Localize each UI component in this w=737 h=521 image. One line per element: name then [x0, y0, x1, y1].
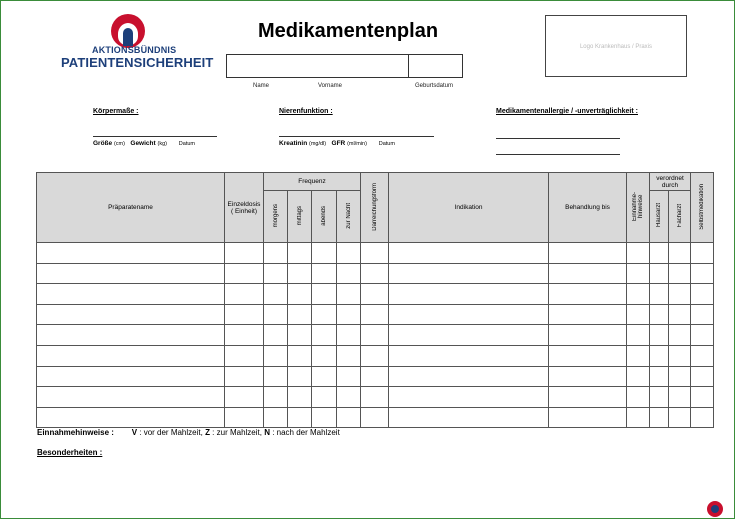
table-cell[interactable] [288, 387, 312, 408]
table-cell[interactable] [288, 284, 312, 305]
table-cell[interactable] [389, 366, 549, 387]
col-mittags: mittags [288, 191, 312, 243]
logo-placeholder-box [545, 15, 687, 77]
table-cell[interactable] [225, 345, 264, 366]
table-row [37, 325, 714, 346]
table-cell[interactable] [264, 387, 288, 408]
gfr-unit: (ml/min) [347, 141, 367, 147]
table-cell[interactable] [37, 284, 225, 305]
kreatinin-gfr-labels [279, 140, 395, 147]
table-cell[interactable] [37, 263, 225, 284]
col-hausarzt: Hausarzt [650, 191, 669, 243]
table-cell[interactable] [288, 325, 312, 346]
koerpermasse-line[interactable] [93, 136, 217, 137]
table-cell[interactable] [627, 345, 650, 366]
table-cell[interactable] [691, 263, 714, 284]
col-facharzt: Facharzt [669, 191, 691, 243]
table-cell[interactable] [361, 407, 389, 428]
groesse-gewicht-labels [93, 140, 195, 147]
table-cell[interactable] [37, 387, 225, 408]
table-cell[interactable] [37, 366, 225, 387]
table-cell[interactable] [264, 284, 288, 305]
col-praeparatename: Präparatename [37, 173, 225, 243]
logo-text-line2: PATIENTENSICHERHEIT [61, 55, 214, 70]
logo-placeholder-text: Logo Krankenhaus / Praxis [579, 44, 653, 50]
name-label: Name [253, 83, 270, 89]
table-cell[interactable] [691, 387, 714, 408]
table-cell[interactable] [389, 263, 549, 284]
nierenfunktion-heading: Nierenfunktion : [279, 108, 333, 115]
table-cell[interactable] [264, 366, 288, 387]
table-cell[interactable] [650, 263, 669, 284]
col-morgens: morgens [264, 191, 288, 243]
kreatinin-label: Kreatinin [279, 140, 308, 147]
gewicht-label: Gewicht [130, 140, 156, 147]
table-cell[interactable] [361, 325, 389, 346]
table-cell[interactable] [225, 407, 264, 428]
table-cell[interactable] [691, 366, 714, 387]
table-cell[interactable] [389, 345, 549, 366]
table-cell[interactable] [549, 366, 627, 387]
table-cell[interactable] [312, 387, 337, 408]
table-cell[interactable] [669, 387, 691, 408]
table-cell[interactable] [650, 407, 669, 428]
medication-table [36, 172, 714, 428]
table-cell[interactable] [650, 304, 669, 325]
table-cell[interactable] [264, 304, 288, 325]
besonderheiten-label: Besonderheiten : [37, 448, 103, 457]
groesse-unit: (cm) [113, 141, 125, 147]
table-cell[interactable] [549, 263, 627, 284]
table-cell[interactable] [389, 407, 549, 428]
table-cell[interactable] [312, 325, 337, 346]
table-cell[interactable] [361, 304, 389, 325]
table-cell[interactable] [264, 325, 288, 346]
table-cell[interactable] [389, 284, 549, 305]
table-cell[interactable] [669, 304, 691, 325]
table-cell[interactable] [225, 387, 264, 408]
table-cell[interactable] [337, 387, 361, 408]
aps-corner-logo-icon [707, 501, 723, 517]
table-row [37, 243, 714, 264]
table-cell[interactable] [337, 304, 361, 325]
table-cell[interactable] [37, 243, 225, 264]
table-cell[interactable] [312, 407, 337, 428]
datum2-label: Datum [378, 141, 395, 147]
table-cell[interactable] [288, 407, 312, 428]
table-cell[interactable] [337, 243, 361, 264]
einnahmehinweise-legend: Einnahmehinweise : V : vor der Mahlzeit, Z : zur Mahlzeit, N : nach der Mahlzeit [37, 428, 340, 437]
table-cell[interactable] [288, 345, 312, 366]
datum1-label: Datum [178, 141, 195, 147]
table-cell[interactable] [549, 325, 627, 346]
table-cell[interactable] [264, 263, 288, 284]
aps-logo-icon [111, 14, 145, 48]
table-cell[interactable] [549, 304, 627, 325]
table-cell[interactable] [691, 284, 714, 305]
table-cell[interactable] [669, 263, 691, 284]
table-cell[interactable] [312, 366, 337, 387]
hinweise-label: Einnahmehinweise : [37, 428, 114, 437]
table-row [37, 366, 714, 387]
table-cell[interactable] [650, 387, 669, 408]
table-cell[interactable] [361, 366, 389, 387]
table-cell[interactable] [389, 243, 549, 264]
table-cell[interactable] [288, 304, 312, 325]
table-cell[interactable] [627, 304, 650, 325]
table-cell[interactable] [337, 325, 361, 346]
table-cell[interactable] [288, 366, 312, 387]
table-cell[interactable] [549, 284, 627, 305]
table-cell[interactable] [361, 345, 389, 366]
table-cell[interactable] [389, 387, 549, 408]
col-selbstmedikation: Selbstmedikation [691, 173, 714, 243]
table-cell[interactable] [627, 325, 650, 346]
col-abends: abends [312, 191, 337, 243]
table-cell[interactable] [37, 304, 225, 325]
allergie-line-1[interactable] [496, 138, 620, 139]
table-cell[interactable] [361, 284, 389, 305]
page-title: Medikamentenplan [258, 20, 439, 42]
table-cell[interactable] [627, 366, 650, 387]
table-cell[interactable] [337, 345, 361, 366]
table-cell[interactable] [627, 387, 650, 408]
table-cell[interactable] [288, 263, 312, 284]
table-cell[interactable] [337, 407, 361, 428]
table-cell[interactable] [669, 345, 691, 366]
table-cell[interactable] [361, 263, 389, 284]
table-cell[interactable] [691, 345, 714, 366]
table-cell[interactable] [337, 366, 361, 387]
table-cell[interactable] [389, 304, 549, 325]
allergie-line-2[interactable] [496, 154, 620, 155]
koerpermasse-heading: Körpermaße : [93, 108, 139, 115]
table-cell[interactable] [37, 325, 225, 346]
table-cell[interactable] [361, 243, 389, 264]
col-indikation: Indikation [389, 173, 549, 243]
table-cell[interactable] [225, 263, 264, 284]
table-cell[interactable] [264, 407, 288, 428]
table-cell[interactable] [627, 407, 650, 428]
logo-text-line1: AKTIONSBÜNDNIS [92, 45, 177, 55]
table-row [37, 345, 714, 366]
table-cell[interactable] [627, 243, 650, 264]
table-row [37, 387, 714, 408]
table-cell[interactable] [691, 243, 714, 264]
table-cell[interactable] [312, 304, 337, 325]
table-cell[interactable] [650, 284, 669, 305]
patient-name-field[interactable] [226, 54, 463, 78]
table-cell[interactable] [650, 366, 669, 387]
table-cell[interactable] [312, 263, 337, 284]
table-cell[interactable] [627, 284, 650, 305]
col-zur-nacht: zur Nacht [337, 191, 361, 243]
table-cell[interactable] [264, 243, 288, 264]
nierenfunktion-line[interactable] [279, 136, 434, 137]
table-cell[interactable] [337, 284, 361, 305]
geburtsdatum-label: Geburtsdatum [415, 83, 454, 89]
table-cell[interactable] [691, 325, 714, 346]
table-cell[interactable] [691, 304, 714, 325]
gfr-label: GFR [331, 140, 346, 147]
table-cell[interactable] [337, 263, 361, 284]
col-einzeldosis: Einzeldosis ( Einheit) [225, 173, 264, 243]
table-cell[interactable] [361, 387, 389, 408]
table-row [37, 407, 714, 428]
table-cell[interactable] [389, 325, 549, 346]
table-cell[interactable] [549, 345, 627, 366]
table-cell[interactable] [669, 366, 691, 387]
table-cell[interactable] [650, 325, 669, 346]
table-row [37, 284, 714, 305]
table-cell[interactable] [627, 263, 650, 284]
table-cell[interactable] [549, 243, 627, 264]
table-cell[interactable] [312, 284, 337, 305]
table-cell[interactable] [225, 366, 264, 387]
table-cell[interactable] [288, 243, 312, 264]
vorname-label: Vorname [318, 83, 343, 89]
table-cell[interactable] [225, 243, 264, 264]
table-cell[interactable] [549, 387, 627, 408]
table-cell[interactable] [225, 284, 264, 305]
kreatinin-unit: (mg/dl) [308, 141, 327, 147]
gewicht-unit: (kg) [157, 141, 167, 147]
table-cell[interactable] [650, 345, 669, 366]
col-einnahmehinweise: Einnahme- hinweise [627, 173, 650, 243]
table-cell[interactable] [669, 284, 691, 305]
table-cell[interactable] [37, 407, 225, 428]
table-cell[interactable] [264, 345, 288, 366]
allergie-heading: Medikamentenallergie / -unverträglichkeit : [496, 108, 638, 115]
groesse-label: Größe [93, 140, 113, 147]
table-row [37, 304, 714, 325]
table-cell[interactable] [691, 407, 714, 428]
table-cell[interactable] [549, 407, 627, 428]
table-row [37, 263, 714, 284]
col-verordnet-durch: verordnet durch [650, 173, 691, 191]
col-behandlung-bis: Behandlung bis [549, 173, 627, 243]
table-cell[interactable] [669, 243, 691, 264]
table-cell[interactable] [669, 407, 691, 428]
table-cell[interactable] [650, 243, 669, 264]
table-cell[interactable] [225, 325, 264, 346]
col-darreichungsform: Darreichungsform [361, 173, 389, 243]
table-cell[interactable] [312, 243, 337, 264]
table-cell[interactable] [312, 345, 337, 366]
table-cell[interactable] [225, 304, 264, 325]
col-frequenz: Frequenz [264, 173, 361, 191]
table-cell[interactable] [669, 325, 691, 346]
table-cell[interactable] [37, 345, 225, 366]
